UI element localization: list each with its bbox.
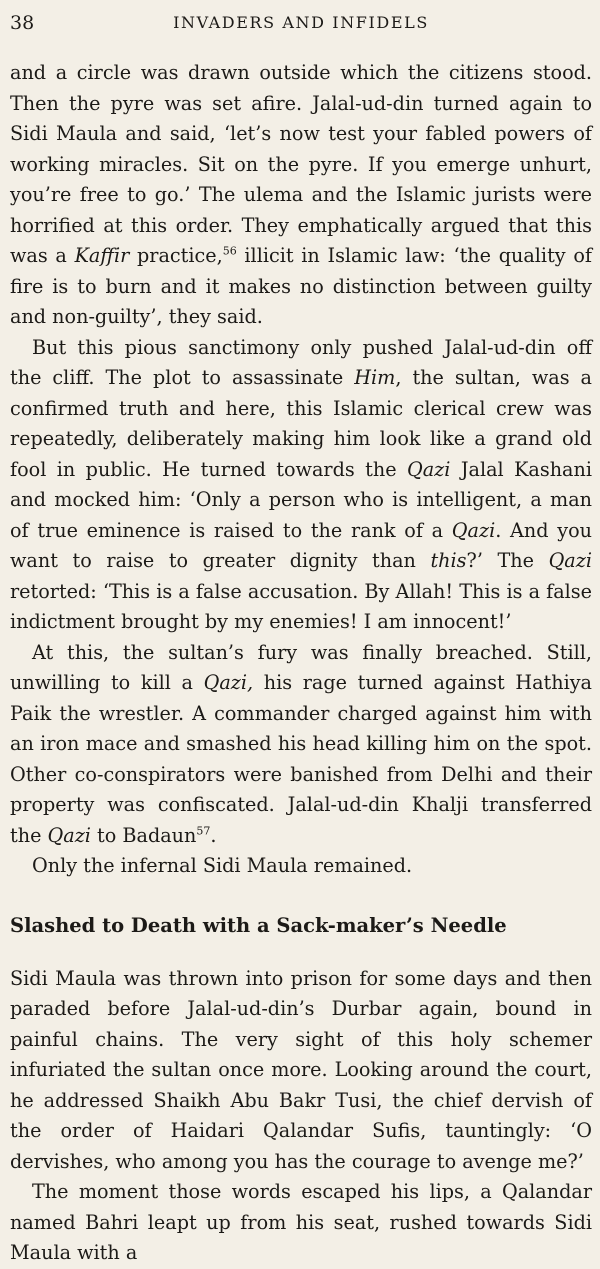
section-heading: Slashed to Death with a Sack-maker’s Needle	[10, 913, 507, 937]
footnote-ref: 56	[222, 244, 237, 258]
paragraph-4: Only the infernal Sidi Maula remained.	[32, 854, 413, 877]
paragraph-2	[10, 333, 592, 638]
text-run: retorted: ‘This is a false accusation. By Allah! This is a false indictment brought by my enemies! I am innocent!’	[10, 579, 592, 633]
italic-term: Qazi	[548, 549, 592, 572]
text-run: ?’ The	[466, 549, 549, 572]
text-run: .	[210, 823, 217, 847]
italic-term: Qazi	[47, 823, 91, 847]
paragraph-1	[10, 58, 592, 333]
text-run: to Badaun	[90, 823, 197, 847]
body-text	[10, 58, 592, 1269]
text-run: his rage turned against Hathiya Paik the wrestler. A commander charged against him with an iron mace and smashed his head killing him on the spot. Other co-conspirators were banished from Delhi and their property was confiscated. Jalal-ud-din Khalji transferred the	[10, 671, 592, 847]
italic-term: this	[430, 549, 467, 572]
italic-term: Kaffir	[74, 244, 130, 267]
running-head	[10, 10, 592, 36]
footnote-ref: 57	[196, 824, 211, 838]
paragraph-3	[10, 638, 592, 852]
italic-term: Qazi	[451, 518, 496, 542]
text-run: illicit in Islamic law: ‘the quality of fire is to burn and it makes no distinction between guilty and non-guilty’, they said.	[10, 244, 592, 328]
text-run: practice,	[129, 244, 223, 267]
text-run: Jalal Kashani and mocked him: ‘Only a person who is intelligent, a man of true eminence is raised to the rank of a	[10, 457, 592, 542]
text-run: and a circle was drawn outside which the citizens stood. Then the pyre was set afire. Jalal-ud-din turned again to Sidi Maula and said, ‘let’s now test your fabled powers of working miracles. Sit on the pyre. If you emerge unhurt, you’re free to go.’ The ulema and the Islamic jurists were horrified at this order. They emphatically argued that this was a	[10, 61, 592, 267]
italic-term: Him	[354, 366, 396, 389]
page-number: 38	[10, 12, 35, 34]
italic-term: Qazi,	[203, 671, 254, 694]
paragraph-6: The moment those words escaped his lips, a Qalandar named Bahri leapt up from his seat, rushed towards Sidi Maula with a	[10, 1180, 592, 1264]
text-run: But this pious sanctimony only pushed Jalal-ud-din off the cliff. The plot to assassinate	[10, 335, 592, 389]
running-title: INVADERS AND INFIDELS	[173, 13, 429, 32]
italic-term: Qazi	[406, 457, 451, 481]
paragraph-5: Sidi Maula was thrown into prison for some days and then paraded before Jalal-ud-din’s Durbar again, bound in painful chains. The very sight of this holy schemer infuriated the sultan once more. Looking around the court, he addressed Shaikh Abu Bakr Tusi, the chief dervish of the order of Haidari Qalandar Sufis, tauntingly: ‘O dervishes, who among you has the courage to avenge me?’	[10, 966, 592, 1173]
text-run: . And you want to raise to greater dignity than	[10, 518, 592, 572]
text-run: At this, the sultan’s fury was finally breached. Still, unwilling to kill a	[10, 640, 592, 694]
text-run: , the sultan, was a confirmed truth and here, this Islamic clerical crew was repeatedly, deliberately making him look like a grand old fool in public. He turned towards the	[10, 366, 592, 481]
